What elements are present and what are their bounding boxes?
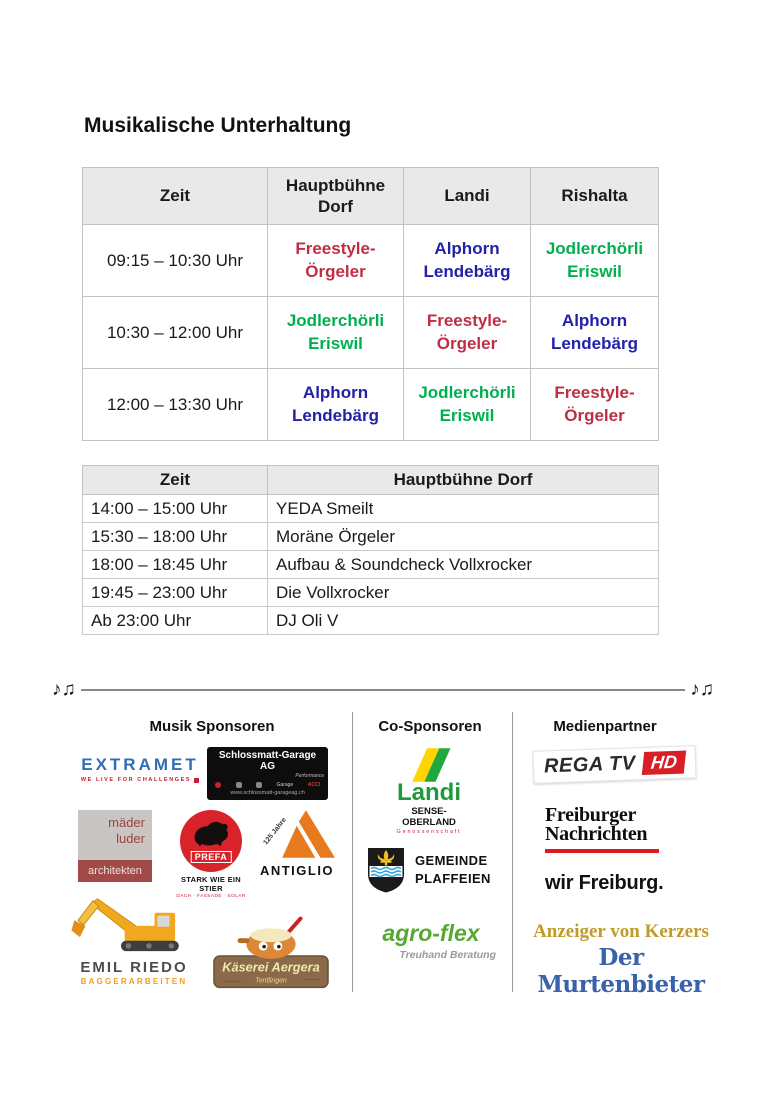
time-cell: 15:30 – 18:00 Uhr xyxy=(83,523,268,551)
act-cell xyxy=(531,369,659,441)
landi-subline: Genossenschaft xyxy=(396,829,462,835)
kaeserei-wordmark: Käserei Aergera xyxy=(222,959,320,975)
plaffeien-line1: GEMEINDE xyxy=(415,853,488,869)
plaffeien-coat-of-arms-icon xyxy=(366,846,406,894)
anzeiger-von-kerzers-logo: Anzeiger von Kerzers xyxy=(533,921,709,942)
red-square-icon xyxy=(194,778,199,783)
brand-dot-icon xyxy=(215,782,221,788)
kaeserei-subline: Tentlingen xyxy=(255,977,287,985)
act-cell xyxy=(404,297,531,369)
brand-label: ACCI xyxy=(307,782,320,788)
act-name: Jodlerchörli Eriswil xyxy=(545,239,644,281)
sponsor-heading-musik: Musik Sponsoren xyxy=(149,718,275,735)
prefa-wordmark: PREFA xyxy=(191,851,232,863)
agroflex-logo xyxy=(360,922,502,961)
landi-logo xyxy=(388,748,470,835)
landi-region: SENSE-OBERLAND xyxy=(402,806,456,828)
act-cell: YEDA Smeilt xyxy=(268,495,659,523)
luder-line: luder xyxy=(116,830,145,846)
maeder-luder-logo xyxy=(78,810,152,882)
act-cell xyxy=(531,297,659,369)
column-header-landi: Landi xyxy=(404,168,531,225)
time-cell: 12:00 – 13:30 Uhr xyxy=(83,369,268,441)
plaffeien-line2: PLAFFEIEN xyxy=(415,871,491,886)
column-divider xyxy=(352,712,353,992)
act-name: Alphorn Lendebärg xyxy=(551,311,638,353)
column-header-hauptbuehne-dorf: Hauptbühne Dorf xyxy=(268,466,659,495)
agroflex-subline: Treuhand Beratung xyxy=(399,949,496,961)
morning-schedule-table xyxy=(82,167,659,441)
landi-wordmark: Landi xyxy=(397,779,461,806)
extramet-wordmark: EXTRAMET xyxy=(81,755,199,774)
column-header-rishalta: Rishalta xyxy=(531,168,659,225)
time-cell: Ab 23:00 Uhr xyxy=(83,607,268,635)
music-notes-divider xyxy=(52,680,714,699)
music-note-icon: ♪♫ xyxy=(52,679,76,700)
hd-badge: HD xyxy=(641,750,685,775)
act-name: Freestyle-Örgeler xyxy=(554,383,635,425)
emil-riedo-logo xyxy=(64,896,204,986)
time-cell: 19:45 – 23:00 Uhr xyxy=(83,579,268,607)
divider-line xyxy=(81,689,686,691)
extramet-logo xyxy=(75,755,205,783)
page-title: Musikalische Unterhaltung xyxy=(84,114,352,137)
agroflex-wordmark: agro-flex xyxy=(382,920,480,946)
table-row xyxy=(83,297,659,369)
act-name: Jodlerchörli Eriswil xyxy=(286,311,385,353)
act-name: Alphorn Lendebärg xyxy=(423,239,511,281)
prefa-logo xyxy=(172,810,250,899)
prefa-circle xyxy=(180,810,242,872)
schlossmatt-url: www.schlossmatt-garageag.ch xyxy=(230,790,305,796)
schlossmatt-garage-logo xyxy=(207,747,328,800)
landi-flag-icon xyxy=(401,748,457,782)
emil-riedo-wordmark: EMIL RIEDO xyxy=(80,959,188,976)
act-cell xyxy=(268,297,404,369)
brand-dot-icon xyxy=(236,782,242,788)
act-cell xyxy=(268,369,404,441)
plaffeien-wordmark xyxy=(415,852,491,887)
table-header-row xyxy=(83,168,659,225)
column-divider xyxy=(512,712,513,992)
time-cell: 18:00 – 18:45 Uhr xyxy=(83,551,268,579)
schlossmatt-tagline: Performance xyxy=(295,773,324,779)
red-underline-bar xyxy=(545,849,659,853)
antiglio-mark-wrap xyxy=(253,808,341,860)
column-header-zeit: Zeit xyxy=(83,168,268,225)
antiglio-wordmark: ANTIGLIO xyxy=(259,863,335,878)
act-name: Freestyle-Örgeler xyxy=(426,311,508,353)
time-cell: 09:15 – 10:30 Uhr xyxy=(83,225,268,297)
evening-schedule-table xyxy=(82,465,659,635)
wir-freiburg-slogan: wir Freiburg. xyxy=(545,872,664,894)
table-row xyxy=(83,495,659,523)
table-row xyxy=(83,225,659,297)
act-cell xyxy=(404,225,531,297)
schlossmatt-wordmark: Schlossmatt-Garage AG xyxy=(218,750,317,772)
rega-tv-logo xyxy=(533,748,695,781)
kaeserei-aergera-logo xyxy=(212,912,330,997)
time-cell: 14:00 – 15:00 Uhr xyxy=(83,495,268,523)
fn-line1: Freiburger xyxy=(545,804,637,826)
prefa-tagline: STARK WIE EIN STIER xyxy=(180,875,241,893)
time-cell: 10:30 – 12:00 Uhr xyxy=(83,297,268,369)
maeder-luder-wordmark xyxy=(78,810,152,860)
act-name: Alphorn Lendebärg xyxy=(292,383,379,425)
table-row xyxy=(83,607,659,635)
act-name: Freestyle-Örgeler xyxy=(295,239,376,281)
act-cell xyxy=(531,225,659,297)
rega-tv-wordmark: REGA TV xyxy=(543,752,637,778)
excavator-icon xyxy=(68,896,200,952)
antiglio-logo xyxy=(253,808,341,878)
gemeinde-plaffeien-logo xyxy=(366,846,506,894)
architekten-band: architekten xyxy=(78,860,152,882)
extramet-tagline-text: WE LIVE FOR CHALLENGES xyxy=(80,777,192,783)
act-cell: Die Vollxrocker xyxy=(268,579,659,607)
column-header-hauptbuehne: Hauptbühne Dorf xyxy=(268,168,404,225)
sponsor-heading-co: Co-Sponsoren xyxy=(378,718,482,735)
table-row xyxy=(83,369,659,441)
brand-dot-icon xyxy=(256,782,262,788)
emil-riedo-subline: BAGGERARBEITEN xyxy=(80,977,188,986)
act-cell: DJ Oli V xyxy=(268,607,659,635)
act-name: Jodlerchörli Eriswil xyxy=(418,383,516,425)
table-row xyxy=(83,551,659,579)
table-row xyxy=(83,523,659,551)
maeder-line: mäder xyxy=(108,815,145,830)
bull-icon xyxy=(189,817,233,851)
extramet-tagline xyxy=(75,777,205,783)
table-row xyxy=(83,579,659,607)
act-cell xyxy=(404,369,531,441)
table-header-row xyxy=(83,466,659,495)
column-header-zeit: Zeit xyxy=(83,466,268,495)
fn-line2: Nachrichten xyxy=(545,823,648,845)
freiburger-nachrichten-logo xyxy=(545,806,669,853)
act-cell xyxy=(268,225,404,297)
act-cell: Aufbau & Soundcheck Vollxrocker xyxy=(268,551,659,579)
prefa-subline: DACH · FASSADE · SOLAR xyxy=(176,894,246,899)
fondue-pot-icon xyxy=(212,912,330,992)
antiglio-jubilee-badge: 125 Jahre xyxy=(262,816,288,847)
brand-label: Garage xyxy=(276,782,294,788)
sponsor-heading-medien: Medienpartner xyxy=(553,718,657,735)
der-murtenbieter-logo: Der Murtenbieter xyxy=(537,944,705,998)
music-note-icon: ♪♫ xyxy=(690,679,714,700)
antiglio-a-icon xyxy=(275,808,337,860)
rega-tv-plate xyxy=(532,745,696,784)
schlossmatt-brand-row xyxy=(215,782,320,788)
act-cell: Moräne Örgeler xyxy=(268,523,659,551)
